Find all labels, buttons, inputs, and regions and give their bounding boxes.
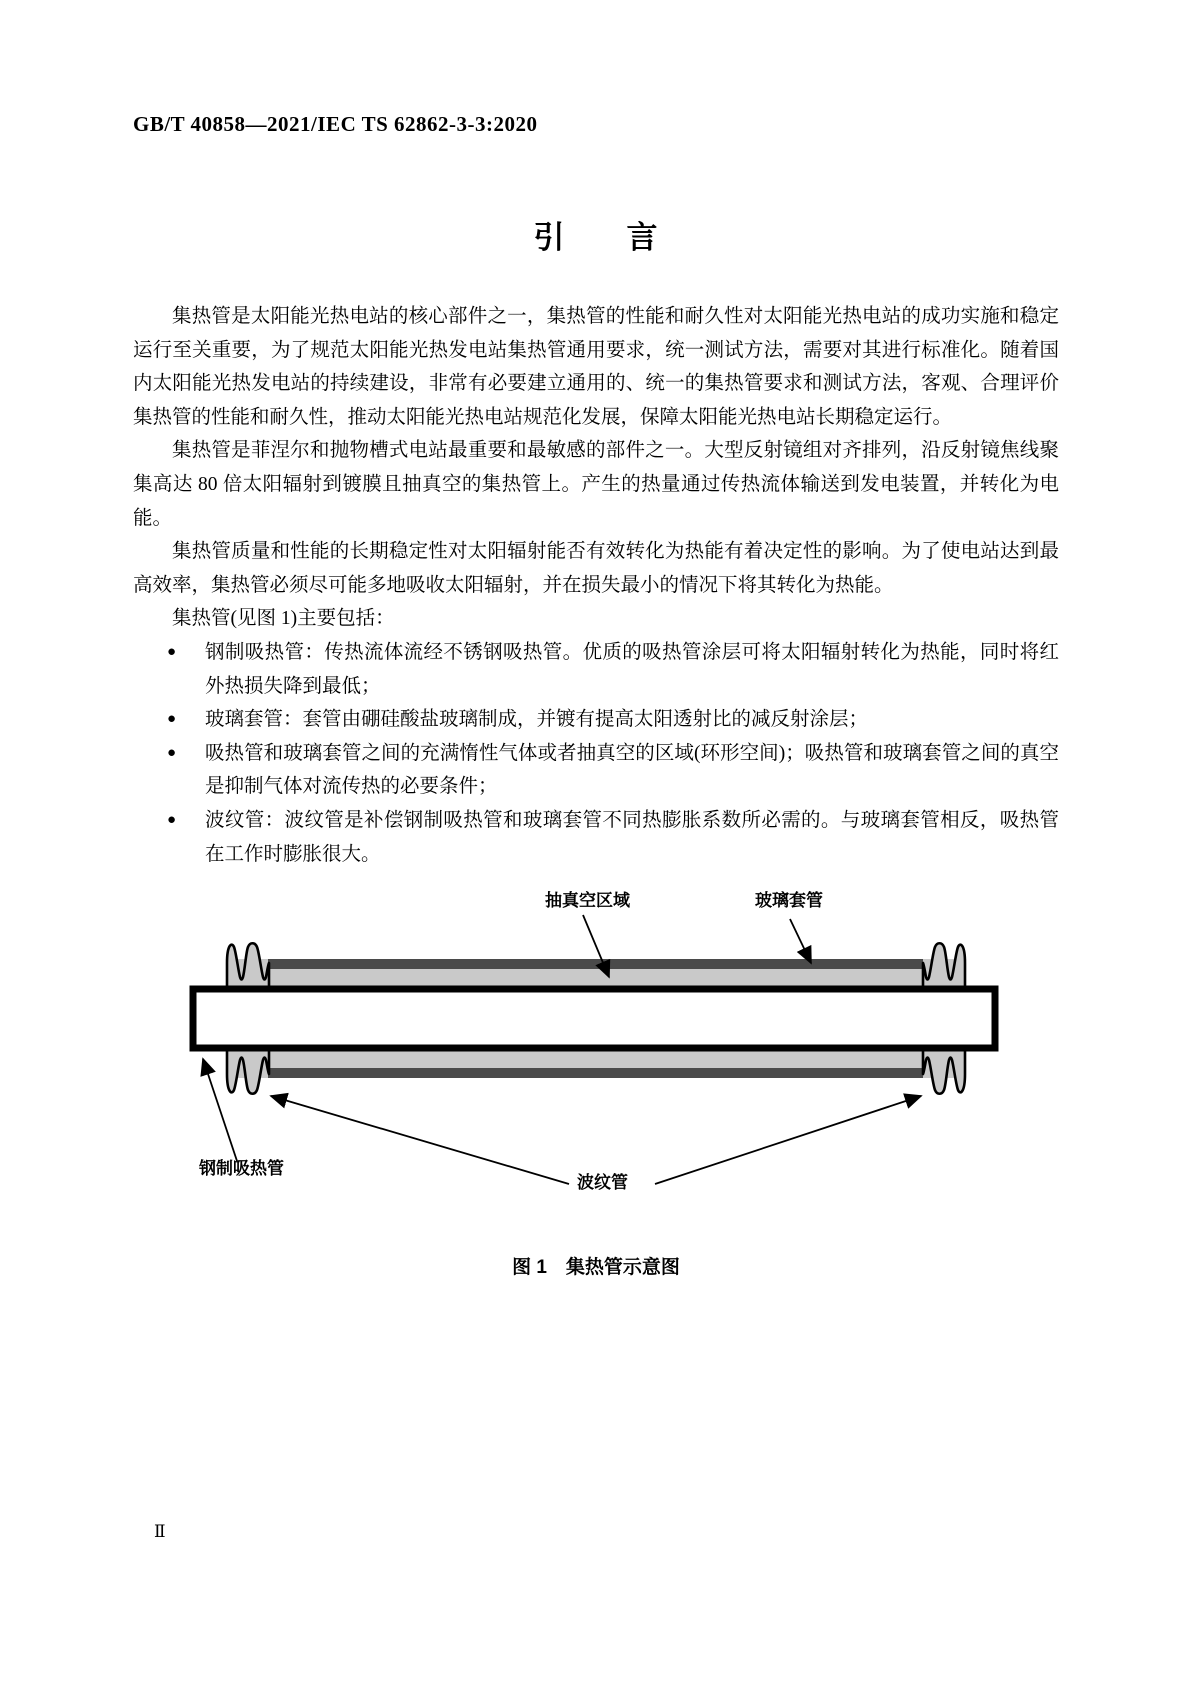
list-item-text: 钢制吸热管：传热流体流经不锈钢吸热管。优质的吸热管涂层可将太阳辐射转化为热能，同时将红外热损失降到最低；	[205, 641, 1059, 697]
bullet-dot-icon: ●	[167, 711, 177, 728]
component-list	[133, 636, 1059, 871]
intro-content	[133, 300, 1059, 1285]
intro-paragraph: 集热管是菲涅尔和抛物槽式电站最重要和最敏感的部件之一。大型反射镜组对齐排列，沿反射镜焦线聚集高达 80 倍太阳辐射到镀膜且抽真空的集热管上。产生的热量通过传热流体输送到发电装置，并转化为电能。	[133, 440, 1059, 529]
bellows-left-arrow	[271, 1096, 569, 1184]
list-item	[133, 737, 1059, 804]
label-bellows: 波纹管	[577, 1173, 628, 1193]
list-item	[133, 703, 1059, 737]
bullet-dot-icon: ●	[167, 811, 177, 828]
list-item-text: 玻璃套管：套管由硼硅酸盐玻璃制成，并镀有提高太阳透射比的减反射涂层；	[205, 709, 869, 731]
figure-caption: 图 1 集热管示意图	[512, 1257, 680, 1279]
glass-envelope-arrow	[790, 919, 811, 963]
bullet-dot-icon: ●	[167, 643, 177, 660]
intro-paragraph: 集热管是太阳能光热电站的核心部件之一，集热管的性能和耐久性对太阳能光热电站的成功实施和稳定运行至关重要，为了规范太阳能光热发电站集热管通用要求，统一测试方法，需要对其进行标准化。随着国内太阳能光热发电站的持续建设，非常有必要建立通用的、统一的集热管要求和测试方法，客观、合理评价集热管的性能和耐久性，推动太阳能光热电站规范化发展，保障太阳能光热电站长期稳定运行。	[133, 306, 1059, 428]
bullet-dot-icon: ●	[167, 744, 177, 761]
glass-envelope-wall-bottom	[268, 1068, 923, 1078]
standard-number-header: GB/T 40858—2021/IEC TS 62862-3-3:2020	[133, 112, 538, 136]
label-glass-envelope: 玻璃套管	[755, 891, 823, 911]
collector-tube-diagram	[133, 885, 1059, 1215]
bellows-right-arrow	[655, 1096, 921, 1184]
page-title: 引 言	[533, 220, 658, 255]
intro-paragraph: 集热管(见图 1)主要包括：	[172, 608, 395, 630]
page-number: Ⅱ	[154, 1522, 166, 1541]
label-steel-absorber: 钢制吸热管	[199, 1159, 284, 1179]
steel-absorber-tube	[193, 989, 995, 1048]
list-item	[133, 804, 1059, 871]
glass-envelope-wall-top	[268, 959, 923, 969]
list-item-text: 波纹管：波纹管是补偿钢制吸热管和玻璃套管不同热膨胀系数所必需的。与玻璃套管相反，吸热管在工作时膨胀很大。	[205, 809, 1059, 865]
list-item	[133, 636, 1059, 703]
intro-paragraph: 集热管质量和性能的长期稳定性对太阳辐射能否有效转化为热能有着决定性的影响。为了使电站达到最高效率，集热管必须尽可能多地吸收太阳辐射，并在损失最小的情况下将其转化为热能。	[133, 541, 1059, 596]
label-vacuum-region: 抽真空区域	[545, 891, 630, 911]
list-item-text: 吸热管和玻璃套管之间的充满惰性气体或者抽真空的区域(环形空间)；吸热管和玻璃套管之间的真空是抑制气体对流传热的必要条件；	[205, 742, 1059, 798]
